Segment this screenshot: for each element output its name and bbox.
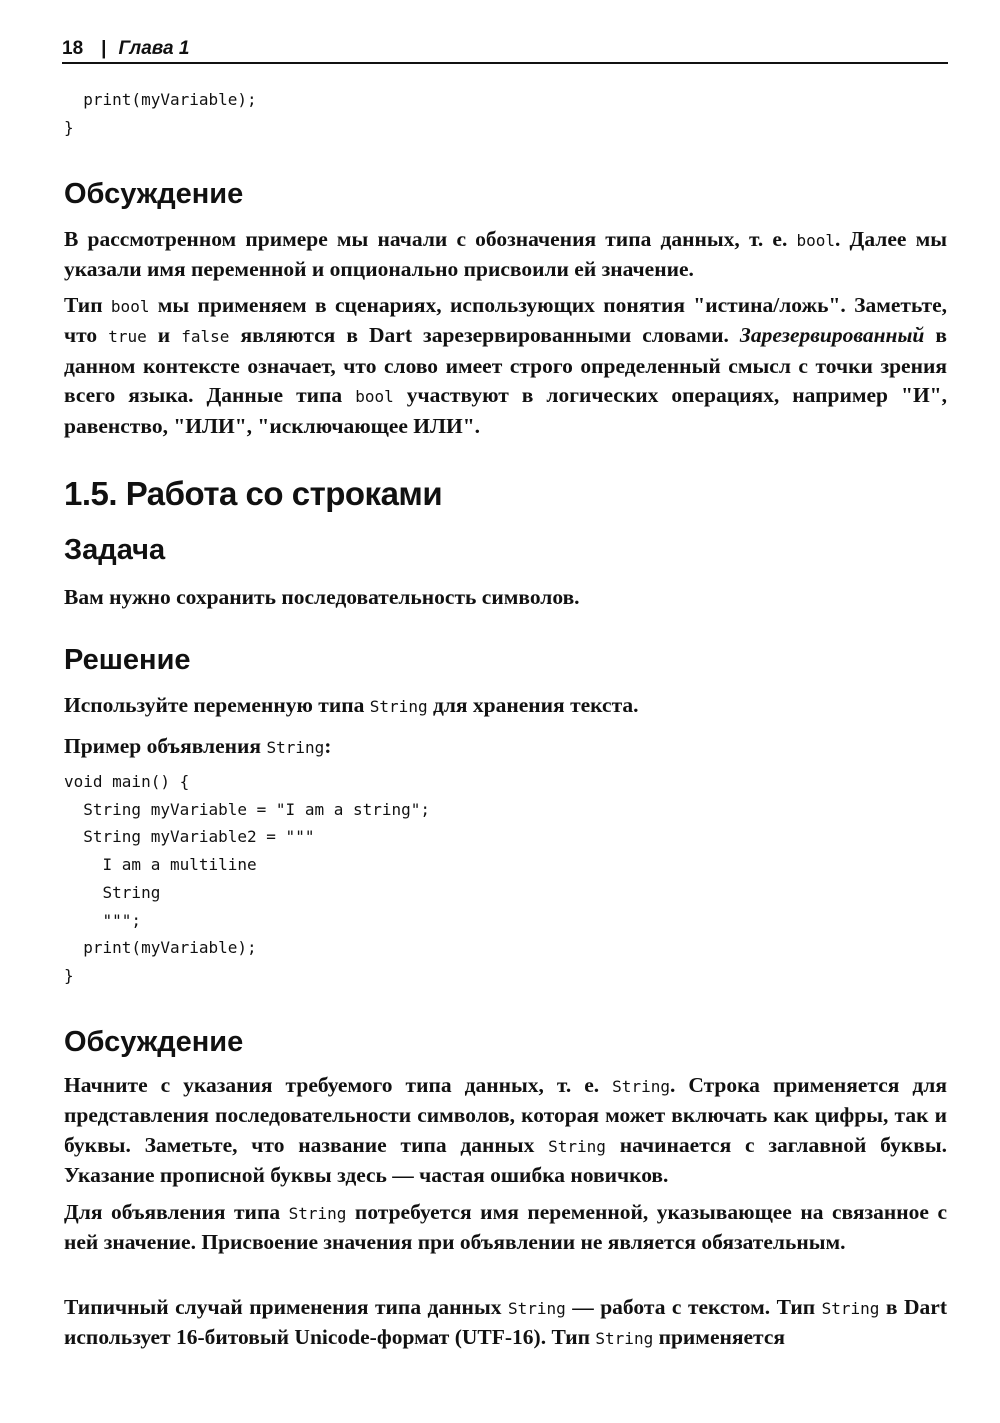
chapter-title: Глава 1 bbox=[118, 38, 190, 59]
discussion2-paragraph-3: Типичный случай применения типа данных String — работа с текстом. Тип String в Dart использует 16-битовый Unicode-формат (UTF-16). Тип String применяется bbox=[64, 1295, 947, 1350]
page-number: 18 bbox=[62, 38, 84, 59]
task-heading: Задача bbox=[64, 534, 166, 566]
task-text: Вам нужно сохранить последовательность символов. bbox=[64, 585, 580, 609]
inline-code: false bbox=[181, 327, 230, 347]
discussion1-paragraph-2: Тип bool мы применяем в сценариях, использующих понятия "истина/ложь". Заметьте, что true и false являются в Dart зарезервированными словами. Зарезервированный в данном контексте означает, что слово имеет строго определенный смысл с точки зрения всего языка. Данные типа bool участвуют в логических операциях, например "И", равенство, "ИЛИ", "исключающее ИЛИ". bbox=[64, 293, 947, 438]
inline-code: bool bbox=[110, 297, 150, 316]
running-header bbox=[62, 36, 948, 64]
code-block-string-example: void main() { String myVariable = "I am a string"; String myVariable2 = """ I am a multiline String """; print(myVariable); } bbox=[64, 772, 431, 985]
discussion-heading-1: Обсуждение bbox=[64, 178, 244, 210]
inline-code: String bbox=[288, 1204, 347, 1223]
discussion1-paragraph-1: В рассмотренном примере мы начали с обозначения типа данных, т. е. bool. Далее мы указали имя переменной и опционально присвоили ей значение. bbox=[64, 227, 948, 282]
solution-heading: Решение bbox=[64, 644, 191, 676]
inline-code: String bbox=[507, 1299, 566, 1318]
inline-code: String bbox=[548, 1136, 606, 1156]
section-title: 1.5. Работа со строками bbox=[64, 475, 443, 512]
inline-code: bool bbox=[796, 231, 836, 250]
header-separator: | bbox=[101, 38, 107, 59]
inline-code: true bbox=[108, 327, 147, 347]
inline-code: String bbox=[369, 697, 428, 716]
discussion2-paragraph-1: Начните с указания требуемого типа данных, т. е. String. Строка применяется для представления последовательности символов, которая может включать как цифры, так и буквы. Заметьте, что название типа данных String начинается с заглавной буквы. Указание прописной буквы здесь — частая ошибка новичков. bbox=[64, 1073, 947, 1188]
discussion-heading-2: Обсуждение bbox=[64, 1026, 244, 1058]
discussion2-paragraph-2: Для объявления типа String потребуется имя переменной, указывающее на связанное с ней значение. Присвоение значения при объявлении не является обязательным. bbox=[64, 1200, 948, 1255]
italic-term: Зарезервированный bbox=[739, 323, 925, 348]
code-block-top: print(myVariable); } bbox=[64, 90, 257, 137]
solution-paragraph-2: Пример объявления String: bbox=[64, 734, 332, 758]
inline-code: String bbox=[821, 1299, 880, 1318]
inline-code: String bbox=[612, 1077, 670, 1096]
solution-paragraph-1: Используйте переменную типа String для хранения текста. bbox=[64, 693, 639, 717]
inline-code: String bbox=[595, 1329, 654, 1349]
inline-code: bool bbox=[355, 387, 394, 407]
inline-code: String bbox=[266, 738, 325, 757]
